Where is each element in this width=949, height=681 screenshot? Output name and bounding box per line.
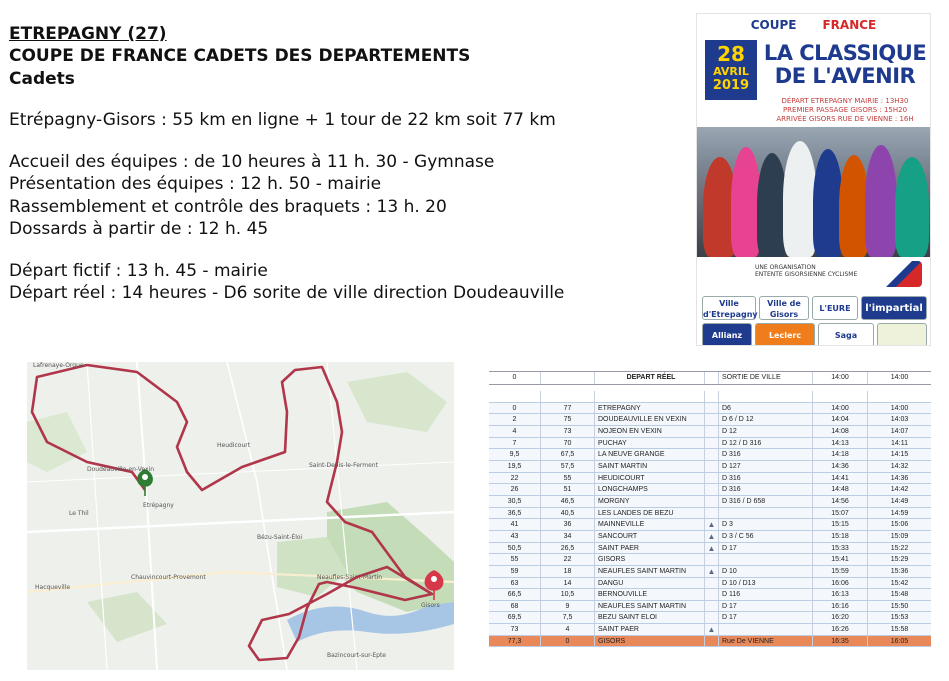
rider-figure	[783, 141, 817, 257]
table-cell: 77	[541, 403, 595, 414]
table-cell: 57,5	[541, 461, 595, 472]
poster-info-3: ARRIVÉE GISORS RUE DE VIENNE : 16H	[776, 115, 914, 123]
climb-marker-icon	[705, 473, 719, 484]
table-cell: 14:42	[890, 486, 909, 494]
table-cell: 4	[541, 624, 595, 635]
sponsor-logo	[877, 323, 927, 346]
poster-headline-2: DE L'AVENIR	[774, 64, 916, 88]
table-cell: 14:03	[890, 416, 909, 424]
climb-marker-icon: ▲	[705, 566, 719, 577]
climb-marker-icon	[705, 403, 719, 414]
table-cell: 14:18	[813, 449, 868, 460]
table-row	[489, 438, 931, 450]
table-cell: 15:33	[813, 543, 868, 554]
table-cell: 14:15	[890, 451, 909, 459]
table-cell: 18	[541, 566, 595, 577]
departure-block	[9, 260, 669, 305]
header-cell: 14:00	[813, 372, 868, 384]
table-cell: 14:11	[891, 439, 908, 447]
table-cell: 36	[541, 519, 595, 530]
table-cell: GISORS	[595, 554, 705, 565]
table-cell: 16:26	[813, 624, 868, 635]
header-cell: 14:00	[890, 374, 909, 381]
map-label: Doudeauville-en-Vexin	[87, 466, 155, 473]
climb-marker-icon	[705, 496, 719, 507]
climb-marker-icon	[705, 612, 719, 623]
table-cell: 14:36	[813, 461, 868, 472]
table-cell: 15:29	[890, 556, 909, 564]
table-row	[489, 612, 931, 624]
poster-photo	[697, 127, 931, 257]
table-cell: 43	[489, 531, 541, 542]
table-cell: 15:58	[890, 626, 909, 634]
schedule-line: Dossards à partir de : 12 h. 45	[9, 219, 269, 239]
event-poster	[696, 13, 931, 346]
table-cell	[719, 554, 813, 565]
climb-marker-icon: ▲	[705, 543, 719, 554]
table-cell: 26	[489, 484, 541, 495]
table-cell: D 17	[719, 612, 813, 623]
table-cell: 46,5	[541, 496, 595, 507]
climb-marker-icon	[705, 391, 719, 402]
event-location-title: ETREPAGNY (27)	[9, 24, 167, 44]
sponsor-logo: Ville d'Etrepagny	[702, 296, 756, 320]
table-cell: GISORS	[595, 636, 705, 647]
table-cell	[868, 391, 931, 402]
table-cell: 14:56	[813, 496, 868, 507]
table-cell: 70	[541, 438, 595, 449]
table-cell: 14:08	[813, 426, 868, 437]
sponsor-logo: Ville de Gisors	[759, 296, 809, 320]
table-cell: 66,5	[489, 589, 541, 600]
sponsor-logo: L'EURE	[812, 296, 858, 320]
poster-info	[761, 97, 929, 124]
table-cell: 59	[489, 566, 541, 577]
map-label: Lafrenaye-Orgue	[33, 362, 84, 369]
table-cell: 15:48	[890, 591, 909, 599]
climb-marker-icon: ▲	[705, 519, 719, 530]
table-cell: D 116	[719, 589, 813, 600]
map-label: Le Thil	[69, 510, 89, 517]
table-cell	[813, 391, 868, 402]
table-cell: 9	[541, 601, 595, 612]
rider-figure	[895, 157, 929, 257]
table-cell: D6	[719, 403, 813, 414]
table-cell	[489, 391, 541, 402]
table-cell: 26,5	[541, 543, 595, 554]
table-cell: 2	[489, 414, 541, 425]
route-table-body	[489, 391, 931, 647]
poster-day: 28	[717, 42, 745, 66]
table-cell: D 316 / D 658	[719, 496, 813, 507]
table-cell: 4	[489, 426, 541, 437]
table-cell: LES LANDES DE BEZU	[595, 508, 705, 519]
table-cell: D 10	[719, 566, 813, 577]
table-row	[489, 414, 931, 426]
header-cell	[541, 372, 595, 384]
table-cell: 7,5	[541, 612, 595, 623]
rider-figure	[865, 145, 897, 257]
header-cell	[705, 372, 719, 384]
table-cell: 9,5	[489, 449, 541, 460]
table-cell: 19,5	[489, 461, 541, 472]
table-cell: NEAUFLES SAINT MARTIN	[595, 601, 705, 612]
table-row	[489, 566, 931, 578]
table-cell: 77,3	[489, 636, 541, 647]
table-cell: 15:42	[890, 579, 909, 587]
table-cell: DANGU	[595, 578, 705, 589]
route-map-graphic	[27, 362, 454, 670]
table-cell: D 10 / D13	[719, 578, 813, 589]
map-label: Heudicourt	[217, 442, 251, 449]
table-cell: 14:59	[890, 509, 909, 517]
table-cell: D 17	[719, 601, 813, 612]
header-cell: 0	[489, 372, 541, 384]
table-row	[489, 636, 931, 648]
table-cell: 14:00	[890, 404, 909, 412]
table-cell: BEZU SAINT ELOI	[595, 612, 705, 623]
table-cell: 15:18	[813, 531, 868, 542]
sponsor-logo: Allianz	[702, 323, 752, 346]
poster-date	[705, 40, 757, 100]
route-map	[27, 362, 454, 670]
table-cell: 22	[489, 473, 541, 484]
schedule-line: Rassemblement et contrôle des braquets : 13 h. 20	[9, 196, 447, 217]
map-label: Gisors	[421, 602, 440, 609]
table-cell: 14:07	[890, 427, 909, 435]
poster-coupe: COUPE	[750, 18, 797, 32]
map-label: Chauvincourt-Provemont	[131, 574, 206, 581]
table-cell: HEUDICOURT	[595, 473, 705, 484]
table-row	[489, 531, 931, 543]
map-label: Bézu-Saint-Éloi	[257, 534, 303, 541]
table-row	[489, 519, 931, 531]
climb-marker-icon	[705, 578, 719, 589]
table-cell: D 316	[719, 484, 813, 495]
climb-marker-icon	[705, 461, 719, 472]
table-cell: 14:36	[890, 474, 909, 482]
table-cell: 67,5	[541, 449, 595, 460]
table-cell: 0	[489, 403, 541, 414]
schedule-block	[9, 151, 669, 241]
table-cell: NOJEON EN VEXIN	[595, 426, 705, 437]
table-cell: PUCHAY	[595, 438, 705, 449]
table-cell	[719, 391, 813, 402]
table-cell: 73	[541, 426, 595, 437]
table-cell: 51	[541, 484, 595, 495]
poster-organizer-text	[755, 264, 857, 278]
climb-marker-icon	[705, 508, 719, 519]
poster-info-1: DÉPART ETREPAGNY MAIRIE : 13H30	[781, 97, 909, 105]
schedule-line: Présentation des équipes : 12 h. 50 - mairie	[9, 174, 382, 194]
table-cell: 75	[541, 414, 595, 425]
table-cell: 0	[541, 636, 595, 647]
table-row	[489, 496, 931, 508]
table-cell: BERNOUVILLE	[595, 589, 705, 600]
table-row	[489, 461, 931, 473]
climb-marker-icon	[705, 449, 719, 460]
map-label: Neaufles-Saint-Martin	[317, 574, 383, 581]
table-cell: D 316	[719, 473, 813, 484]
table-cell: 63	[489, 578, 541, 589]
poster-organizer-line-1: UNE ORGANISATION	[755, 264, 816, 271]
event-name: COUPE DE FRANCE CADETS DES DEPARTEMENTS	[9, 46, 471, 66]
table-row	[489, 426, 931, 438]
table-cell: LA NEUVE GRANGE	[595, 449, 705, 460]
poster-headline-1: LA CLASSIQUE	[763, 41, 927, 65]
header-cell: SORTIE DE VILLE	[719, 372, 813, 384]
departure-line: Départ fictif : 13 h. 45 - mairie	[9, 260, 268, 281]
table-cell: 14	[541, 578, 595, 589]
climb-marker-icon: ▲	[705, 624, 719, 635]
table-cell: 15:22	[890, 544, 909, 552]
table-cell: 68	[489, 601, 541, 612]
route-table-header	[489, 371, 931, 385]
table-cell: 16:35	[813, 636, 868, 647]
table-cell: 22	[541, 554, 595, 565]
table-row	[489, 484, 931, 496]
table-row	[489, 403, 931, 415]
sponsor-logo: Leclerc	[755, 323, 815, 346]
table-cell: SAINT PAER	[595, 543, 705, 554]
table-cell: 7	[489, 438, 541, 449]
table-row	[489, 449, 931, 461]
schedule-line: Accueil des équipes : de 10 heures à 11 h. 30 - Gymnase	[9, 151, 495, 172]
poster-year: 2019	[712, 78, 750, 93]
table-row	[489, 601, 931, 613]
map-label: Bazincourt-sur-Epte	[327, 652, 386, 659]
route-timetable	[489, 362, 931, 681]
map-label: Hacqueville	[35, 584, 71, 591]
table-cell: 40,5	[541, 508, 595, 519]
poster-organizer-line-2: ENTENTE GISORSIENNE CYCLISME	[755, 271, 858, 278]
table-cell: 15:15	[813, 519, 868, 530]
table-cell: 41	[489, 519, 541, 530]
climb-marker-icon: ▲	[705, 531, 719, 542]
table-cell: D 3 / C 56	[719, 531, 813, 542]
table-cell: 14:13	[813, 438, 868, 449]
table-row	[489, 624, 931, 636]
climb-marker-icon	[705, 438, 719, 449]
table-row	[489, 508, 931, 520]
table-cell: D 17	[719, 543, 813, 554]
table-cell: 34	[541, 531, 595, 542]
table-cell: 15:41	[813, 554, 868, 565]
table-row	[489, 543, 931, 555]
table-cell: 14:04	[813, 414, 868, 425]
table-cell: 14:48	[813, 484, 868, 495]
table-cell: 16:16	[813, 601, 868, 612]
table-cell: 15:59	[813, 566, 868, 577]
event-info	[9, 23, 669, 305]
poster-month: AVRIL	[713, 65, 749, 78]
climb-marker-icon	[705, 484, 719, 495]
table-cell: 16:20	[813, 612, 868, 623]
table-cell: 14:41	[813, 473, 868, 484]
table-cell: D 12	[719, 426, 813, 437]
table-cell: 55	[489, 554, 541, 565]
table-cell	[541, 391, 595, 402]
course-description: Etrépagny-Gisors : 55 km en ligne + 1 tour de 22 km soit 77 km	[9, 110, 556, 130]
table-cell: 36,5	[489, 508, 541, 519]
climb-marker-icon	[705, 554, 719, 565]
poster-info-2: PREMIER PASSAGE GISORS : 15H20	[782, 106, 908, 114]
table-cell: 55	[541, 473, 595, 484]
table-cell: 50,5	[489, 543, 541, 554]
table-cell: 16:06	[813, 578, 868, 589]
table-row	[489, 589, 931, 601]
map-label: Etrépagny	[143, 502, 174, 509]
table-cell: DOUDEAUVILLE EN VEXIN	[595, 414, 705, 425]
table-cell: 15:06	[890, 521, 909, 529]
table-cell: 10,5	[541, 589, 595, 600]
table-cell: 15:50	[890, 602, 909, 610]
table-cell: 15:09	[890, 532, 909, 540]
map-label: Saint-Denis-le-Ferment	[309, 462, 378, 469]
poster-cup-label	[697, 18, 930, 32]
poster-france: FRANCE	[822, 18, 877, 32]
table-cell	[719, 508, 813, 519]
table-cell: D 12 / D 316	[719, 438, 813, 449]
table-cell: 16:05	[890, 637, 909, 645]
table-cell: SAINT MARTIN	[595, 461, 705, 472]
sponsor-logo: l'impartial	[861, 296, 927, 320]
event-category: Cadets	[9, 69, 75, 89]
table-cell: SANCOURT	[595, 531, 705, 542]
departure-line: Départ réel : 14 heures - D6 sorite de ville direction Doudeauville	[9, 283, 565, 303]
table-cell: SAINT PAER	[595, 624, 705, 635]
sponsor-logo: Saga	[818, 323, 874, 346]
table-cell: Rue De VIENNE	[719, 636, 813, 647]
table-cell: 14:49	[890, 497, 909, 505]
table-cell: 14:00	[813, 403, 868, 414]
table-cell: LONGCHAMPS	[595, 484, 705, 495]
table-cell	[719, 624, 813, 635]
table-cell: MORGNY	[595, 496, 705, 507]
table-row	[489, 554, 931, 566]
table-cell: 73	[489, 624, 541, 635]
climb-marker-icon	[705, 636, 719, 647]
table-cell: D 6 / D 12	[719, 414, 813, 425]
table-cell: 16:13	[813, 589, 868, 600]
table-cell: MAINNEVILLE	[595, 519, 705, 530]
table-cell: 15:53	[890, 614, 909, 622]
table-cell: 15:36	[890, 567, 909, 575]
table-cell: NEAUFLES SAINT MARTIN	[595, 566, 705, 577]
table-cell: D 127	[719, 461, 813, 472]
table-row	[489, 391, 931, 403]
poster-organizer	[697, 257, 931, 293]
climb-marker-icon	[705, 426, 719, 437]
header-cell: DEPART RÉEL	[595, 372, 705, 384]
table-row	[489, 473, 931, 485]
table-cell: 30,5	[489, 496, 541, 507]
climb-marker-icon	[705, 414, 719, 425]
table-cell: D 316	[719, 449, 813, 460]
climb-marker-icon	[705, 589, 719, 600]
table-cell: 14:32	[890, 462, 909, 470]
climb-marker-icon	[705, 601, 719, 612]
table-cell: ETREPAGNY	[595, 403, 705, 414]
table-cell	[595, 391, 705, 402]
federation-logo	[882, 261, 922, 287]
table-cell: D 3	[719, 519, 813, 530]
table-cell: 15:07	[813, 508, 868, 519]
table-cell: 69,5	[489, 612, 541, 623]
poster-headline	[761, 42, 929, 88]
table-row	[489, 578, 931, 590]
